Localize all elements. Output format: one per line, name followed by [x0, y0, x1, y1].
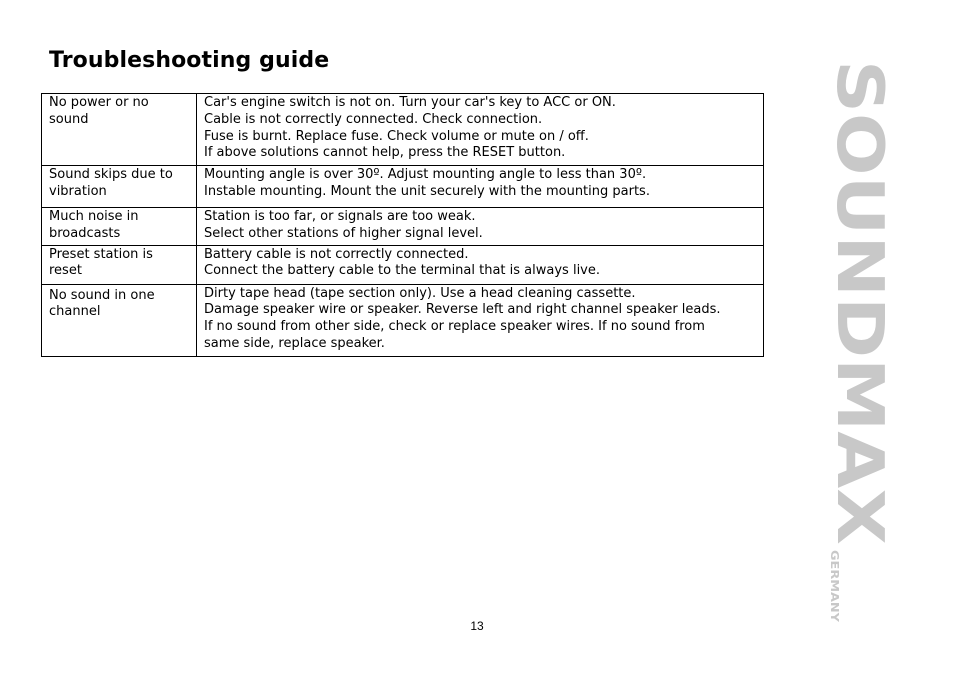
- problem-cell: Much noise in broadcasts: [42, 208, 197, 246]
- solution-cell: [197, 166, 764, 208]
- solution-line: Battery cable is not correctly connected.: [204, 246, 469, 262]
- table-row: [42, 208, 764, 246]
- problem-cell: Preset station is reset: [42, 245, 197, 284]
- solution-line: If no sound from other side, check or replace speaker wires. If no sound from: [204, 319, 705, 335]
- soundmax-logo: [808, 60, 900, 630]
- problem-cell: No sound in one channel: [42, 284, 197, 356]
- solution-line: Cable is not correctly connected. Check connection.: [204, 111, 543, 127]
- solution-line: Instable mounting. Mount the unit securely with the mounting parts.: [204, 183, 650, 199]
- troubleshooting-table: [41, 93, 764, 357]
- solution-line: Dirty tape head (tape section only). Use a head cleaning cassette.: [204, 285, 636, 301]
- solution-line: Fuse is burnt. Replace fuse. Check volume or mute on / off.: [204, 128, 589, 144]
- solution-line: Select other stations of higher signal level.: [204, 225, 483, 241]
- solution-cell: [197, 94, 764, 166]
- solution-cell: [197, 208, 764, 246]
- table-row: [42, 166, 764, 208]
- table-row: [42, 284, 764, 356]
- page-number: 13: [470, 619, 484, 633]
- problem-cell: Sound skips due to vibration: [42, 166, 197, 208]
- solution-line: Connect the battery cable to the terminal that is always live.: [204, 263, 600, 279]
- problem-cell: No power or no sound: [42, 94, 197, 166]
- solution-line: If above solutions cannot help, press the RESET button.: [204, 145, 566, 161]
- logo-brand-text: SOUNDMAX: [822, 60, 896, 482]
- solution-cell: [197, 245, 764, 284]
- table-row: [42, 245, 764, 284]
- solution-line: Station is too far, or signals are too weak.: [204, 209, 476, 224]
- solution-line: same side, replace speaker.: [204, 335, 385, 351]
- page-title: Troubleshooting guide: [49, 48, 330, 73]
- solution-line: Mounting angle is over 30º. Adjust mounting angle to less than 30º.: [204, 167, 647, 182]
- table-row: [42, 94, 764, 166]
- solution-line: Car's engine switch is not on. Turn your car's key to ACC or ON.: [204, 95, 616, 110]
- solution-cell: [197, 284, 764, 356]
- logo-tagline-text: GERMANY: [828, 550, 841, 612]
- solution-line: Damage speaker wire or speaker. Reverse left and right channel speaker leads.: [204, 302, 721, 318]
